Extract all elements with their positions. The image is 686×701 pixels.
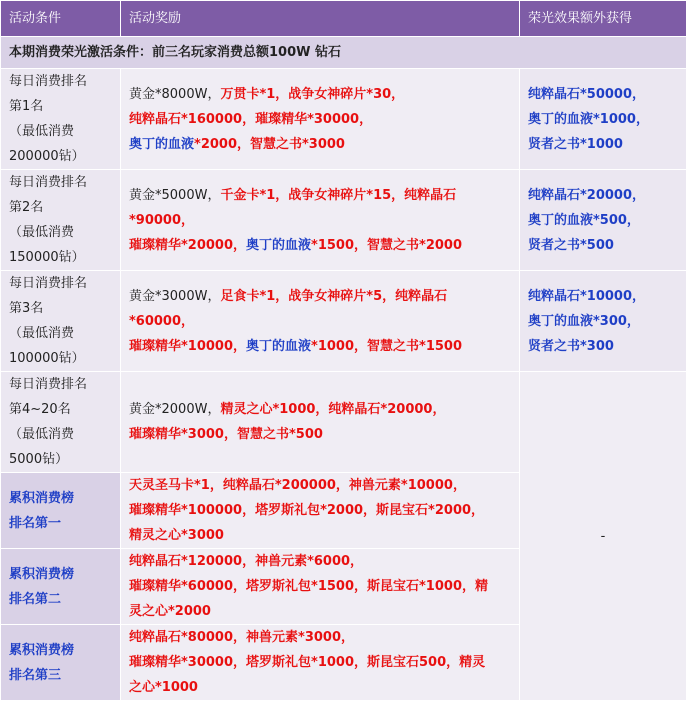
- condition-line: （最低消费: [9, 321, 112, 346]
- reward-text: 精灵之心*1000，纯粹晶石*20000，: [220, 402, 445, 417]
- condition-line: （最低消费: [9, 220, 112, 245]
- condition-line: 第3名: [9, 296, 112, 321]
- extra-line: 贤者之书*1000: [528, 132, 678, 157]
- condition-line: 第2名: [9, 195, 112, 220]
- reward-text: *2000，智慧之书*3000: [194, 137, 345, 152]
- extra-cell: [520, 271, 686, 372]
- condition-line: 累积消费榜: [9, 562, 112, 587]
- table-row: [1, 271, 686, 372]
- condition-line: 200000钻）: [9, 144, 112, 169]
- reward-cell: [121, 271, 520, 372]
- reward-text: 天灵圣马卡*1，纯粹晶石*200000，神兽元素*10000，: [129, 473, 511, 498]
- header-reward: 活动奖励: [121, 1, 520, 37]
- reward-text: 纯粹晶石*120000，神兽元素*6000，: [129, 549, 511, 574]
- condition-line: 第1名: [9, 94, 112, 119]
- reward-text: 奥丁的血液: [246, 339, 311, 354]
- extra-line: 奥丁的血液*500，: [528, 208, 678, 233]
- reward-cell: [121, 625, 520, 701]
- reward-text: 奥丁的血液: [246, 238, 311, 253]
- reward-cell: [121, 170, 520, 271]
- reward-text: *1500，智慧之书*2000: [311, 238, 462, 253]
- announcement-row: [1, 37, 686, 69]
- table-header-row: [1, 1, 686, 37]
- reward-text: *1000，智慧之书*1500: [311, 339, 462, 354]
- extra-empty-cell: [520, 372, 686, 701]
- extra-line: 贤者之书*500: [528, 233, 678, 258]
- reward-text: 足食卡*1，战争女神碎片*5，纯粹晶石: [220, 289, 447, 304]
- condition-line: 每日消费排名: [9, 271, 112, 296]
- reward-text: 黄金*5000W，: [129, 188, 220, 203]
- extra-dash: -: [601, 529, 606, 544]
- extra-line: 纯粹晶石*50000，: [528, 82, 678, 107]
- condition-line: 100000钻）: [9, 346, 112, 371]
- reward-text: 璀璨精华*3000，智慧之书*500: [129, 427, 323, 442]
- condition-cell: [1, 473, 121, 549]
- extra-cell: [520, 170, 686, 271]
- reward-text: 千金卡*1，战争女神碎片*15，纯粹晶石: [220, 188, 456, 203]
- reward-text: 纯粹晶石*160000，璀璨精华*30000，: [129, 112, 372, 127]
- header-condition: 活动条件: [1, 1, 121, 37]
- reward-text: 精灵之心*3000: [129, 523, 511, 548]
- reward-text: 灵之心*2000: [129, 599, 511, 624]
- extra-line: 贤者之书*300: [528, 334, 678, 359]
- reward-cell: [121, 473, 520, 549]
- reward-text: 璀璨精华*30000，塔罗斯礼包*1000，斯昆宝石500，精灵: [129, 650, 511, 675]
- reward-text: 黄金*8000W，: [129, 87, 220, 102]
- table-row: [1, 372, 686, 473]
- condition-line: 第4~20名: [9, 397, 112, 422]
- announcement-text: 本期消费荣光激活条件：前三名玩家消费总额100W 钻石: [1, 37, 686, 69]
- extra-cell: [520, 69, 686, 170]
- extra-line: 纯粹晶石*10000，: [528, 284, 678, 309]
- reward-text: *60000，: [129, 314, 194, 329]
- condition-cell: [1, 69, 121, 170]
- reward-text: 璀璨精华*60000，塔罗斯礼包*1500，斯昆宝石*1000，精: [129, 574, 511, 599]
- table-row: [1, 69, 686, 170]
- condition-line: 累积消费榜: [9, 486, 112, 511]
- reward-text: *90000，: [129, 213, 194, 228]
- condition-cell: [1, 549, 121, 625]
- reward-text: 万贯卡*1，战争女神碎片*30，: [220, 87, 404, 102]
- reward-text: 黄金*2000W，: [129, 402, 220, 417]
- reward-text: 之心*1000: [129, 675, 511, 700]
- condition-line: 每日消费排名: [9, 372, 112, 397]
- reward-text: 璀璨精华*10000，: [129, 339, 246, 354]
- header-extra: 荣光效果额外获得: [520, 1, 686, 37]
- reward-cell: [121, 372, 520, 473]
- condition-line: 150000钻）: [9, 245, 112, 270]
- condition-cell: [1, 625, 121, 701]
- reward-text: 奥丁的血液: [129, 137, 194, 152]
- condition-line: （最低消费: [9, 422, 112, 447]
- reward-cell: [121, 549, 520, 625]
- extra-line: 纯粹晶石*20000，: [528, 183, 678, 208]
- reward-text: 黄金*3000W，: [129, 289, 220, 304]
- extra-line: 奥丁的血液*1000，: [528, 107, 678, 132]
- extra-line: 奥丁的血液*300，: [528, 309, 678, 334]
- condition-line: 每日消费排名: [9, 170, 112, 195]
- condition-cell: [1, 372, 121, 473]
- reward-text: 纯粹晶石*80000，神兽元素*3000，: [129, 625, 511, 650]
- table-row: [1, 170, 686, 271]
- condition-line: 5000钻）: [9, 447, 112, 472]
- condition-cell: [1, 271, 121, 372]
- condition-line: 排名第二: [9, 587, 112, 612]
- condition-cell: [1, 170, 121, 271]
- condition-line: 每日消费排名: [9, 69, 112, 94]
- condition-line: 排名第一: [9, 511, 112, 536]
- reward-text: 璀璨精华*20000，: [129, 238, 246, 253]
- reward-text: 璀璨精华*100000，塔罗斯礼包*2000，斯昆宝石*2000，: [129, 498, 511, 523]
- reward-cell: [121, 69, 520, 170]
- condition-line: 累积消费榜: [9, 638, 112, 663]
- condition-line: （最低消费: [9, 119, 112, 144]
- condition-line: 排名第三: [9, 663, 112, 688]
